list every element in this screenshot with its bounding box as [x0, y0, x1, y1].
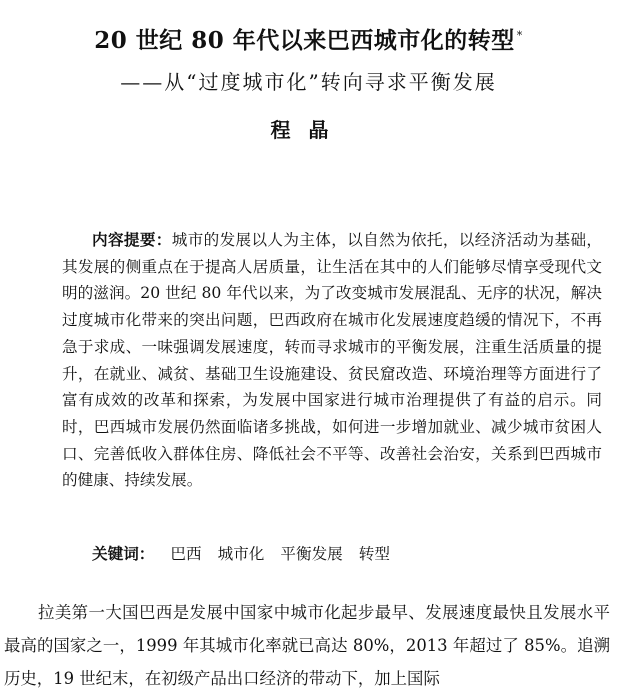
keyword: 城市化 [217, 545, 265, 563]
keyword: 转型 [358, 545, 390, 563]
keywords [92, 541, 390, 567]
body-paragraph: 拉美第一大国巴西是发展中国家中城市化起步最早、发展速度最快且发展水平最高的国家之一，1999 年其城市化率就已高达 80%，2013 年超过了 85%。追溯历史，19 世纪末，在初级产品出口经济的带动下，加上国际 [4, 603, 610, 688]
paper-title [0, 22, 617, 55]
title-footnote-mark: * [516, 29, 523, 43]
paper-subtitle: ——从“过度城市化”转向寻求平衡发展 [120, 70, 497, 94]
author-name: 程晶 [270, 118, 347, 142]
keywords-label: 关键词： [92, 545, 155, 563]
abstract-text: 城市的发展以人为主体，以自然为依托，以经济活动为基础，其发展的侧重点在于提高人居质量，让生活在其中的人们能够尽情享受现代文明的滋润。20 世纪 80 年代以来，为了改变城市发展混乱、无序的状况，解决过度城市化带来的突出问题，巴西政府在城市化发展速度趋缓的情况下，不再急于求成、一味强调发展速度，转而寻求城市的平衡发展，注重生活质量的提升，在就业、减贫、基础卫生设施建设、贫民窟改造、环境治理等方面进行了富有成效的改革和探索，为发展中国家进行城市治理提供了有益的启示。同时，巴西城市发展仍然面临诸多挑战，如何进一步增加就业、减少城市贫困人口、完善低收入群体住房、降低社会不平等、改善社会治安，关系到巴西城市的健康、持续发展。 [62, 231, 602, 490]
paper-title-text: 20 世纪 80 年代以来巴西城市化的转型 [94, 27, 515, 54]
abstract-label: 内容提要： [92, 231, 172, 249]
keyword: 平衡发展 [280, 545, 343, 563]
abstract [62, 227, 602, 494]
keyword: 巴西 [170, 545, 202, 563]
